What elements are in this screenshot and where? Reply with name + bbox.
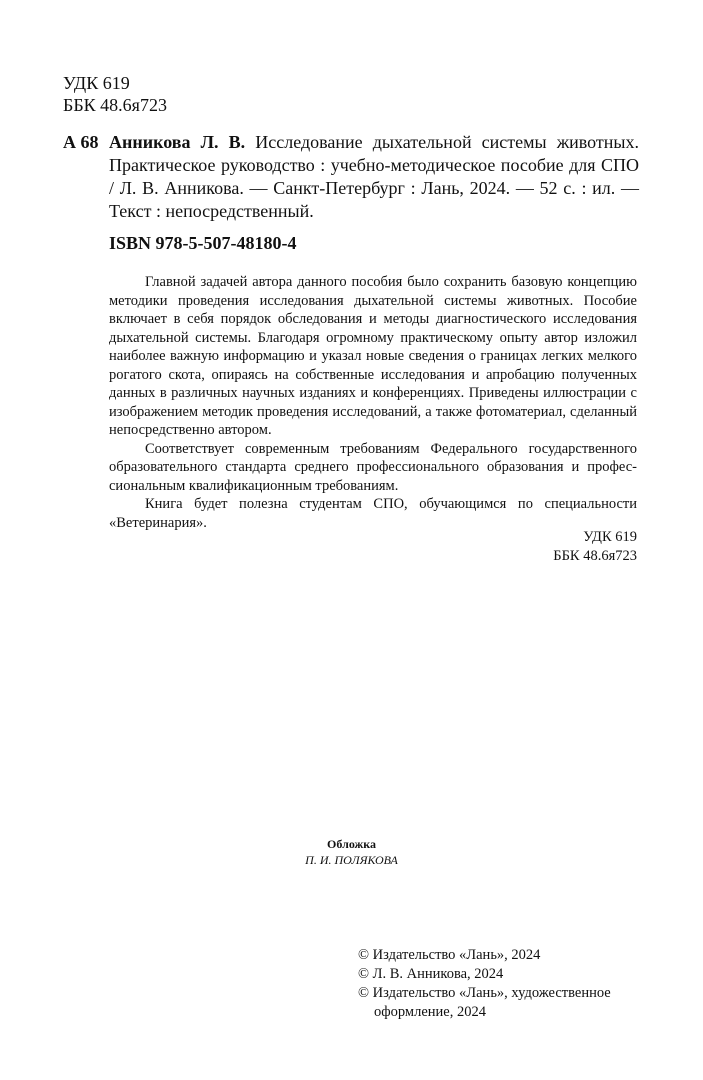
bbk-code-bottom: ББК 48.6я723 — [553, 548, 637, 564]
udk-code-bottom: УДК 619 — [583, 529, 637, 545]
cover-credit — [0, 836, 703, 868]
annotation — [109, 273, 637, 532]
description-text: Исследование дыхательной системы животных. Практическое руководство : учебно-методическое пособие для СПО / Л. В. Анникова. — Санкт-Петербург : Лань, 2024. — 52 с. : ил. — Текст : непосредственный. — [109, 132, 640, 221]
bibliographic-description — [109, 131, 639, 223]
cover-label: Обложка — [327, 837, 376, 851]
copyright-design: © Издательство «Лань», художественное — [358, 985, 611, 1001]
udk-code: УДК 619 — [63, 73, 130, 93]
annotation-paragraph-1: Главной задачей автора данного пособия было сохранить базовую концепцию методики проведения исследования дыхательной системы животных. Пособие включает в себя порядок обследования и методы диагностического исследования дыхательной системы. Благодаря огромному практическому опыту автор изложил наиболее важную информацию и указал новые сведения о границах легких мелкого рогатого скота, опираясь на собственные исследования и апробацию полученных данных в различных научных изданиях и конференциях. Приведены иллюстрации с изображением методик проведения исследований, а также фотоматериал, сделанный непосредственно автором. — [109, 274, 637, 438]
isbn: ISBN 978-5-507-48180-4 — [109, 233, 297, 253]
annotation-paragraph-2: Соответствует современным требованиям Федерального государственного образовательного стандарта среднего профессионального образования и профессиональным квалификационным требованиям. — [109, 440, 637, 494]
cover-designer: П. И. ПОЛЯКОВА — [305, 853, 398, 867]
bibliographic-entry — [63, 131, 639, 223]
bbk-code: ББК 48.6я723 — [63, 95, 167, 115]
classification-bottom — [553, 528, 637, 566]
copyright-publisher: © Издательство «Лань», 2024 — [358, 947, 541, 963]
copyright-author: © Л. В. Анникова, 2024 — [358, 966, 504, 982]
copyright-block — [358, 946, 611, 1022]
classification-top — [63, 72, 167, 116]
copyright-design-continued: оформление, 2024 — [374, 1004, 486, 1020]
author-sign: А 68 — [63, 132, 99, 152]
author-name: Анникова Л. В. — [109, 132, 246, 152]
annotation-paragraph-3: Книга будет полезна студентам СПО, обучающимся по специальности «Ветеринария». — [109, 496, 637, 531]
